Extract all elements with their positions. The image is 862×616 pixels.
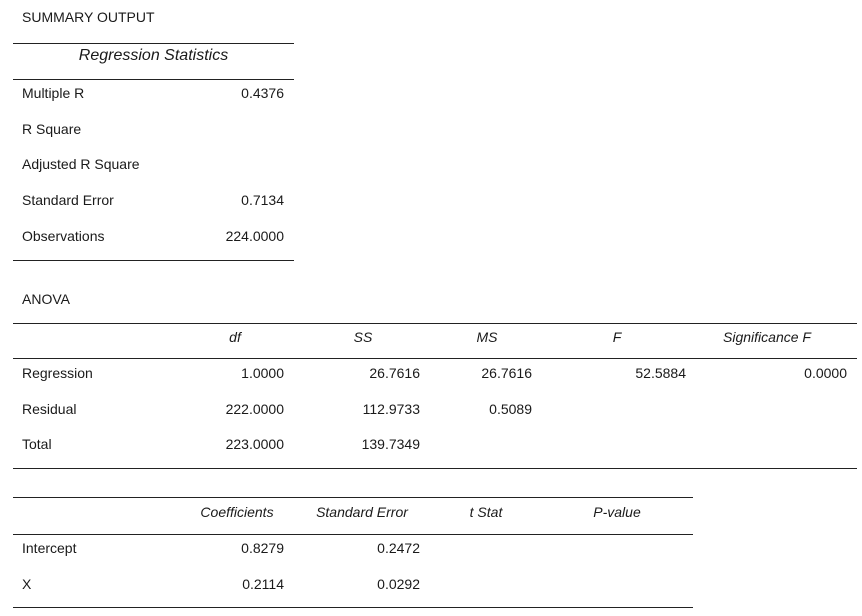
- stat-value: 0.7134: [241, 192, 284, 208]
- ss-cell: 139.7349: [361, 436, 420, 452]
- column-header-df: df: [229, 329, 241, 345]
- stat-label: Standard Error: [22, 192, 114, 208]
- row-label: Residual: [22, 401, 77, 417]
- anova-title: ANOVA: [22, 291, 70, 307]
- df-cell: 222.0000: [225, 401, 284, 417]
- table-bottom-rule: [13, 607, 693, 608]
- stat-label: Multiple R: [22, 85, 85, 101]
- ms-cell: 0.5089: [489, 401, 532, 417]
- standard-error-cell: 0.0292: [377, 576, 420, 592]
- coefficient-cell: 0.2114: [242, 576, 284, 592]
- column-header-f: F: [612, 329, 622, 345]
- column-header-ms: MS: [476, 329, 498, 345]
- df-cell: 223.0000: [225, 436, 284, 452]
- row-label: Total: [22, 436, 52, 452]
- column-header-p-value: P-value: [593, 504, 641, 520]
- table-top-rule: [13, 497, 693, 498]
- stat-value: 224.0000: [225, 228, 284, 244]
- table-bottom-rule: [13, 468, 857, 469]
- significance-f-cell: 0.0000: [804, 365, 847, 381]
- standard-error-cell: 0.2472: [377, 540, 420, 556]
- regression-statistics-header: Regression Statistics: [78, 47, 229, 64]
- ms-cell: 26.7616: [481, 365, 532, 381]
- table-top-rule: [13, 43, 294, 44]
- stat-value: 0.4376: [241, 85, 284, 101]
- column-header-significance-f: Significance F: [723, 329, 811, 345]
- header-rule: [13, 358, 857, 359]
- row-label: Intercept: [22, 540, 77, 556]
- table-bottom-rule: [13, 260, 294, 261]
- stat-label: Observations: [22, 228, 105, 244]
- stat-label: Adjusted R Square: [22, 156, 140, 172]
- f-cell: 52.5884: [635, 365, 686, 381]
- column-header-t-stat: t Stat: [469, 504, 503, 520]
- column-header-standard-error: Standard Error: [316, 504, 408, 520]
- ss-cell: 26.7616: [369, 365, 420, 381]
- df-cell: 1.0000: [241, 365, 284, 381]
- stat-label: R Square: [22, 121, 82, 137]
- header-rule: [13, 79, 294, 80]
- column-header-ss: SS: [353, 329, 373, 345]
- header-rule: [13, 534, 693, 535]
- coefficient-cell: 0.8279: [241, 540, 284, 556]
- row-label: X: [22, 576, 32, 592]
- summary-title: SUMMARY OUTPUT: [22, 9, 155, 25]
- table-top-rule: [13, 323, 857, 324]
- column-header-coefficients: Coefficients: [200, 504, 274, 520]
- row-label: Regression: [22, 365, 93, 381]
- ss-cell: 112.9733: [362, 401, 420, 417]
